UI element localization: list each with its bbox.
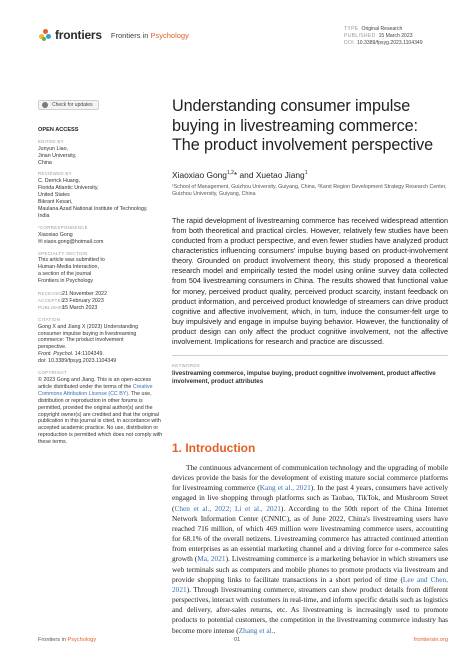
journal-name[interactable]: Frontiers in Psychology: [110, 30, 189, 40]
divider: [172, 355, 448, 356]
footer-journal[interactable]: Frontiers in Psychology: [38, 637, 97, 643]
article-title: Understanding consumer impulse buying in livestreaming commerce: The product involvement perspective: [172, 97, 434, 154]
frontiers-logo[interactable]: [38, 28, 189, 42]
page-number: 01: [234, 637, 241, 643]
logo-text: frontiers: [55, 28, 102, 42]
author-link[interactable]: Xuetao Jiang: [255, 169, 305, 180]
authors: Xiaoxiao Gong$^{1,2}$* and Xuetao Jiang$^1$: [172, 169, 308, 180]
edited-by: Junyun Liao, Jinan University, China: [38, 145, 77, 166]
keywords: livestreaming commerce, impulse buying, product cognitive involvement, product affective involvement, product attributes: [172, 369, 436, 386]
citation-link[interactable]: Lee and Chen, 2021: [172, 574, 448, 594]
correspondence-name: Xiaoxiao Gong: [38, 231, 73, 238]
citation-link[interactable]: Kang et al., 2021: [259, 483, 311, 493]
footer-site-link[interactable]: frontiersin.org: [413, 637, 448, 643]
edited-by-label: EDITED BY: [38, 138, 64, 144]
keywords-label: KEYWORDS: [172, 362, 201, 368]
accepted-date: 23 February 2023: [62, 297, 104, 304]
published-date: 15 March 2023: [62, 304, 98, 311]
introduction-paragraph: The continuous advancement of communication technology and the upgrading of mobile devices provide the basis for the development of existing mature social commerce platforms for livestreaming commerce (Kang et al., 2021). In the past 4 years, consumers have actively engaged in live shopping through platforms such as Taobao, TikTok, and Mushroom Street (Chen et al., 2022; Li et al., 2021). According to the 50th report of the China Internet Network Information Center (CNNIC), as of June 2022, China's livestreaming users have reached 716 million, of which 469 million were livestreaming commerce users, accounting for 68.1% of the overall netizens. Livestreaming commerce has attracted continued attention from enterprises as an essential marketing channel and a driving force for e-commerce sales growth (Ma, 2021). Livestreaming commerce is a marketing behavior in which streamers use web terminals such as computers and mobile phones to promote products via livestream and provide shopping links to facilitate transactions in a short period of time (Lee and Chen, 2021). Through livestreaming commerce, streamers can show product details from different perspectives, interact with customers in real-time, and inform specific details such as logistics and delivery, after-sales returns, etc. As livestreaming is increasingly used to promote products to potential customers, the competition in the livestreaming commerce industry has become more intense (Zhang et al.,: [172, 463, 448, 635]
abstract: The rapid development of livestreaming commerce has received widespread attention from both theoretical and practical circles. However, relatively few studies have been conducted from a product perspective, and even fewer studies have analyzed product characteristics influencing consumers' impulse buying based on product-involvement theory. Grounded on product involvement theory, this study proposed a theoretical research model and empirically tested the model using online survey data collected from 504 livestreaming consumers in China. The results showed that functional value for money, perceived product quality, perceived product scarcity, instant feedback on product information, and perceived product knowledge of streamers can drive product cognitive and affective involvement, which, in turn, induce the consumer-felt urge to buy impulsively and engage in impulse buying behavior. However, the functionality of product design can only affect the product cognitive involvement, not the affective involvement. Implications for research and practice are discussed.: [172, 215, 448, 347]
article-meta: TYPE Original Research PUBLISHED 15 March 2023 DOI 10.3389/fpsyg.2023.1104349: [344, 26, 423, 47]
section-heading-introduction: 1. Introduction: [172, 441, 256, 455]
reviewed-by: C. Derrick Huang, Florida Atlantic University, United States Bikrant Kesari, Maulana Azad National Institute of Technology, India: [38, 178, 148, 219]
reviewed-by-label: REVIEWED BY: [38, 171, 72, 177]
article-main: [172, 97, 448, 387]
citation-link[interactable]: Chen et al., 2022; Li et al., 2021: [174, 503, 281, 513]
page-header: [38, 26, 448, 50]
correspondence-email[interactable]: ✉ xiaox.gong@hotmail.com: [38, 238, 104, 245]
citation: Gong X and Jiang X (2023) Understanding consumer impulse buying in livestreaming commerce: The product involvement perspective. Front. Psychol. 14:1104349. doi: 10.3389/fpsyg.2023.1104349: [38, 323, 139, 365]
specialty-section-label: SPECIALTY SECTION: [38, 250, 88, 256]
dates: RECEIVED 21 November 2022 ACCEPTED 23 February 2023 PUBLISHED 15 March 2023: [38, 291, 166, 312]
refresh-icon: [42, 102, 48, 108]
frontiers-logo-icon: [38, 28, 52, 42]
citation-doi[interactable]: doi: 10.3389/fpsyg.2023.1104349: [38, 358, 117, 365]
copyright-label: COPYRIGHT: [38, 370, 67, 376]
author-link[interactable]: Xiaoxiao Gong: [172, 169, 227, 180]
citation-link[interactable]: Zhang et al.,: [238, 625, 276, 635]
citation-link[interactable]: Ma, 2021: [197, 554, 226, 564]
open-access-label: OPEN ACCESS: [38, 126, 79, 133]
doi-link[interactable]: 10.3389/fpsyg.2023.1104349: [356, 40, 423, 47]
received-date: 21 November 2022: [62, 291, 108, 298]
check-for-updates-button[interactable]: Check for updates: [38, 100, 99, 110]
affiliations: ¹School of Management, Guizhou University, Guiyang, China, ²Karst Region Development Strategy Research Center, Guizhou University, Guiyang, China: [172, 183, 447, 197]
citation-label: CITATION: [38, 316, 61, 322]
copyright-text: © 2023 Gong and Jiang. This is an open-access article distributed under the terms of the Creative Commons Attribution License (CC BY). The use, distribution or reproduction in other forums is permitted, provided the original author(s) and the copyright owner(s) are credited and that the original publication in this journal is cited, in accordance with accepted academic practice. No use, distribution or reproduction is permitted which does not comply with these terms.: [38, 377, 163, 446]
specialty-section: This article was submitted to Human-Media Interaction, a section of the journal Frontiers in Psychology: [38, 257, 105, 285]
correspondence-label: *CORRESPONDENCE: [38, 224, 88, 230]
article-sidebar: [38, 100, 166, 446]
license-link[interactable]: Creative Commons Attribution License (CC BY): [38, 383, 153, 397]
